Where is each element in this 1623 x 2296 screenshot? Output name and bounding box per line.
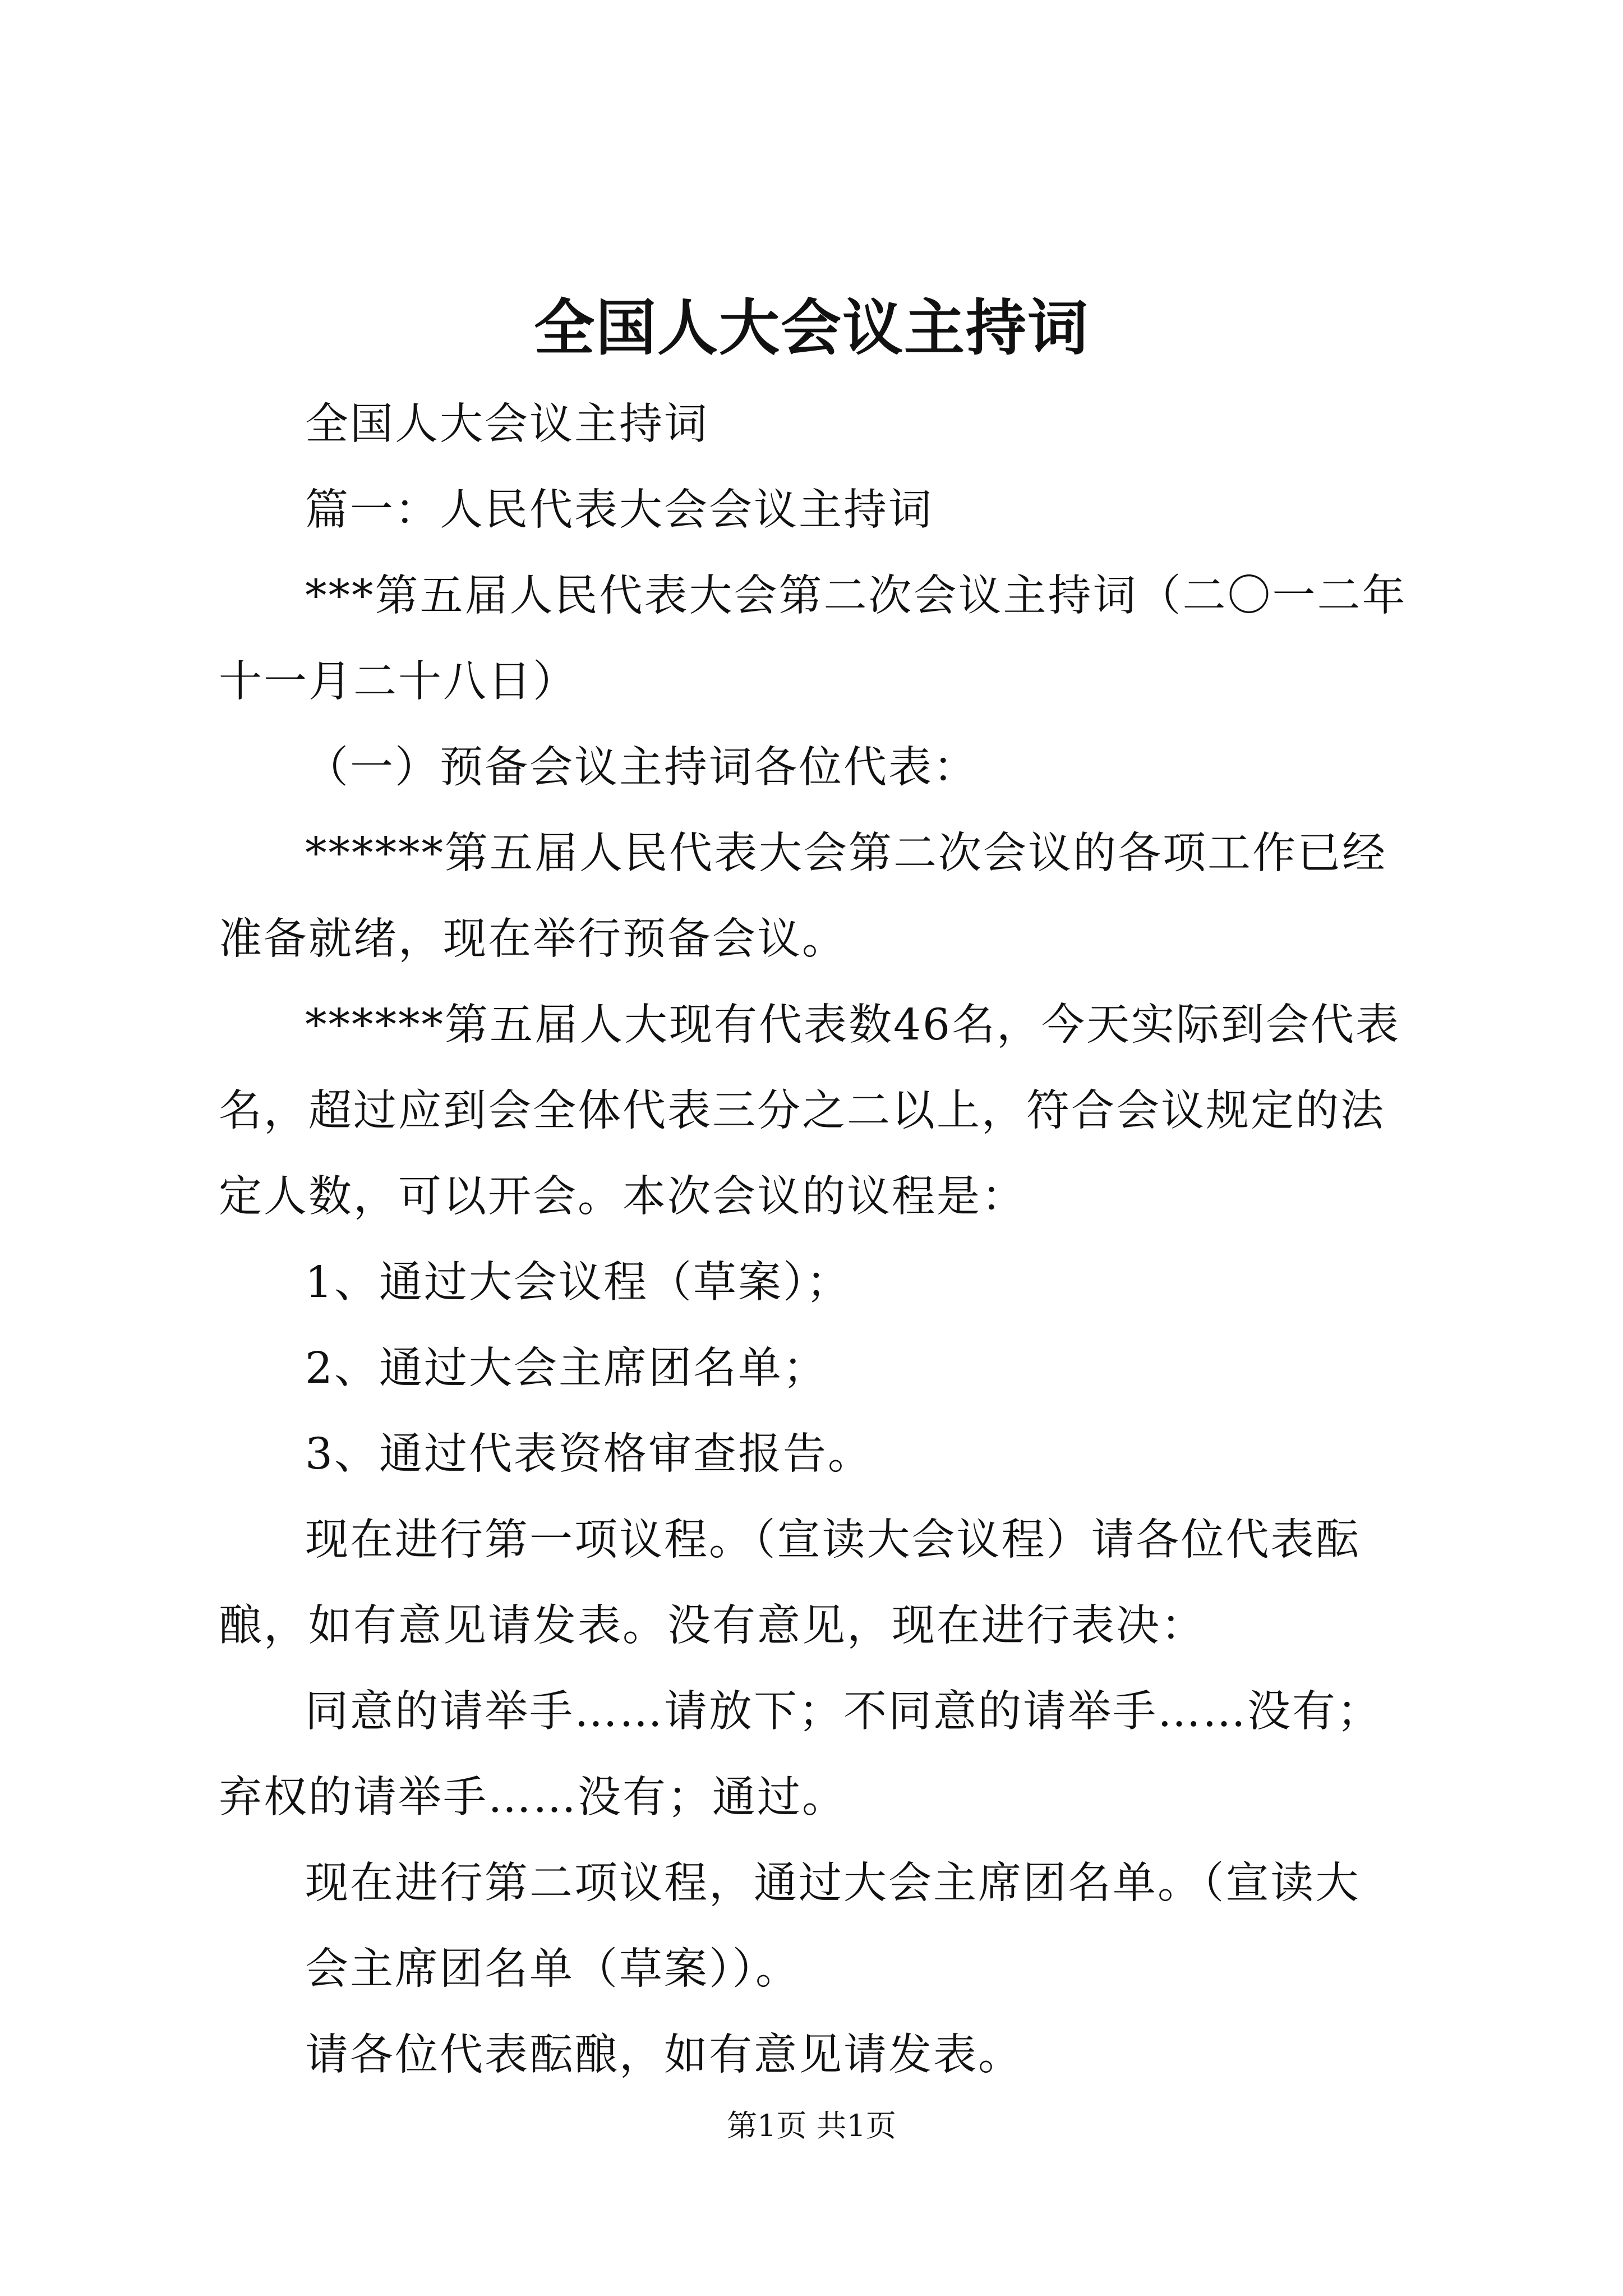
paragraph-5: ******第五届人民代表大会第二次会议的各项工作已经准备就绪，现在举行预备会议。	[219, 829, 1387, 964]
paragraph-12: 现在进行第二项议程，通过大会主席团名单。（宣读大	[305, 1858, 1361, 1908]
document-body	[219, 381, 1413, 2098]
paragraph-9: 3、通过代表资格审查报告。	[305, 1429, 873, 1479]
paragraph-8: 2、通过大会主席团名单；	[305, 1343, 828, 1393]
paragraph-14: 请各位代表酝酿，如有意见请发表。	[305, 2030, 1023, 2080]
paragraph-4: （一）预备会议主持词各位代表：	[305, 743, 978, 793]
paragraph-2: 篇一：人民代表大会会议主持词	[305, 485, 933, 535]
paragraph-3: ***第五届人民代表大会第二次会议主持词（二〇一二年十一月二十八日）	[219, 571, 1407, 707]
paragraph-7: 1、通过大会议程（草案）；	[305, 1258, 851, 1308]
paragraph-1: 全国人大会议主持词	[305, 399, 709, 449]
page-footer: 第1页 共1页	[727, 2108, 896, 2143]
paragraph-11: 同意的请举手……请放下；不同意的请举手……没有；弃权的请举手……没有；通过。	[219, 1687, 1382, 1823]
paragraph-10: 现在进行第一项议程。（宣读大会议程）请各位代表酝酿，如有意见请发表。没有意见，现在进行表决：	[219, 1515, 1361, 1651]
document-title: 全国人大会议主持词	[533, 293, 1089, 364]
paragraph-13: 会主席团名单（草案））。	[305, 1944, 800, 1994]
paragraph-6: ******第五届人大现有代表数46名，今天实际到会代表名，超过应到会全体代表三分之二以上，符合会议规定的法定人数，可以开会。本次会议的议程是：	[219, 1000, 1400, 1222]
